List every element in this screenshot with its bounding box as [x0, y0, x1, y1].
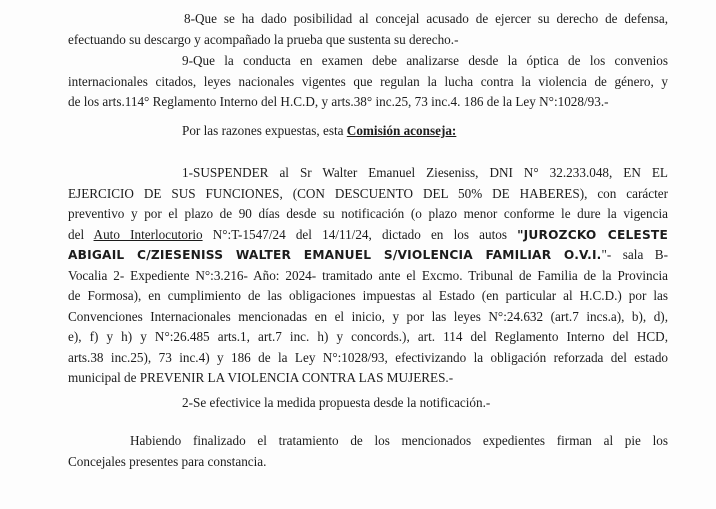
item-1-line-3: preventivo y por el plazo de 90 días desde su notificación (o plazo menor conforme le dure la vigencia: [68, 206, 668, 221]
item-1-line-4-mid: N°:T-1547/24 del 14/11/24, dictado en los autos: [202, 226, 518, 242]
commission-advises: Comisión aconseja:: [346, 123, 457, 138]
case-title-part-1: "JUROZCKO CELESTE: [517, 227, 668, 242]
closing-paragraph: [68, 431, 668, 472]
item-2-line: 2-Se efectivice la medida propuesta desde la notificación.-: [182, 395, 491, 410]
paragraph-9: [68, 51, 668, 113]
paragraph-9-line-1: 9-Que la conducta en examen debe analizarse desde la óptica de los convenios: [182, 53, 668, 68]
item-1-line-8: Convenciones Internacionales mencionadas en el inicio, y por las leyes N°:24.632 (art.7 incs.a), b), d),: [68, 308, 668, 324]
resolution-item-2: [68, 393, 668, 414]
reasons-line: [68, 121, 668, 142]
closing-line-2: Concejales presentes para constancia.: [68, 453, 267, 469]
item-1-line-5-rest: "- sala B-: [601, 247, 668, 262]
reasons-prefix: Por las razones expuestas, esta: [182, 123, 347, 138]
item-1-line-11: municipal de PREVENIR LA VIOLENCIA CONTRA LAS MUJERES.-: [68, 370, 454, 385]
item-1-line-9: e), f) y h) y N°:26.485 arts.1, art.7 inc. h) y concords.), art. 114 del Reglamento Interno del HCD,: [68, 329, 668, 344]
paragraph-8-line-2: efectuando su descargo y acompañado la prueba que sustenta su derecho.-: [68, 31, 459, 47]
item-1-line-6: Vocalia 2- Expediente N°:3.216- Año: 2024- tramitado ante el Excmo. Tribunal de Familia de la Provincia: [68, 267, 668, 283]
reasons-paragraph: [68, 121, 668, 142]
item-1-line-1: 1-SUSPENDER al Sr Walter Emanuel Zieseniss, DNI N° 32.233.048, EN EL: [182, 165, 668, 180]
item-1-line-5: [68, 245, 668, 266]
resolution-item-1: [68, 163, 668, 389]
paragraph-9-line-3: de los arts.114° Reglamento Interno del H.C.D, y arts.38° inc.25, 73 inc.4. 186 de la Ley N°:1028/93.-: [68, 94, 609, 109]
paragraph-8-line-1: 8-Que se ha dado posibilidad al concejal acusado de ejercer su derecho de defensa,: [184, 11, 668, 26]
item-1-line-2: EJERCICIO DE SUS FUNCIONES, (CON DESCUENTO DEL 50% DE HABERES), con carácter: [68, 185, 668, 201]
item-1-line-10: arts.38 inc.25), 73 inc.4) y 186 de la Ley N°:1028/93, efectivizando la obligación reforzada del estado: [68, 349, 668, 365]
case-title-part-2: ABIGAIL C/ZIESENISS WALTER EMANUEL S/VIOLENCIA FAMILIAR O.V.I.: [68, 248, 602, 262]
auto-interlocutorio: Auto Interlocutorio: [93, 226, 203, 242]
paragraph-8: [68, 9, 668, 50]
closing-line-1: Habiendo finalizado el tratamiento de los mencionados expedientes firman al pie los: [130, 433, 668, 448]
item-1-line-4: [68, 225, 668, 246]
item-1-line-4-start: del: [68, 226, 94, 242]
paragraph-9-line-2: internacionales citados, leyes nacionales vigentes que regulan la lucha contra la violencia de género, y: [68, 73, 668, 89]
item-1-line-7: de Formosa), en cumplimiento de las obligaciones impuestas al Estado (en particular al H.C.D.) por las: [68, 288, 668, 303]
